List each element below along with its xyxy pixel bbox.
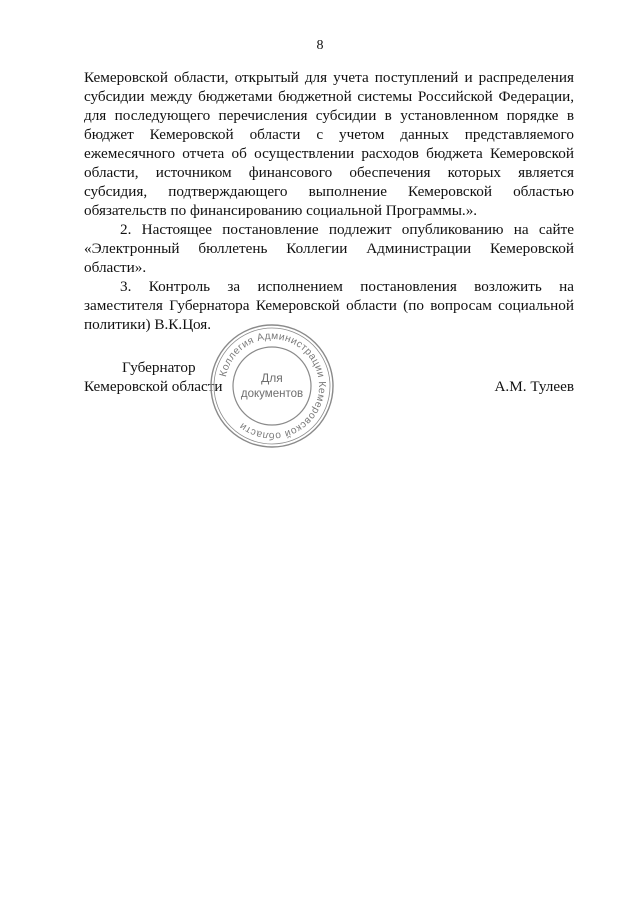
official-stamp-icon: [208, 322, 336, 450]
document-body: [84, 68, 574, 334]
paragraph-1: Кемеровской области, открытый для учета поступлений и распределения субсидии между бюджетами бюджетной системы Российской Федерации, для последующего перечисления субсидии в установленном порядке в бюджет Кемеровской области с учетом данных представляемого ежемесячного отчета об осуществлении расходов бюджета Кемеровской области, источником финансового обеспечения которых является субсидия, подтверждающего выполнение Кемеровской областью обязательств по финансированию социальной Программы.».: [84, 69, 574, 219]
stamp-center-line2: документов: [240, 388, 304, 400]
stamp-ring-text: Коллегия Администрации Кемеровской области: [217, 330, 328, 442]
paragraph-3: 3. Контроль за исполнением постановления возложить на заместителя Губернатора Кемеровской области (по вопросам социальной политики) В.К.Цоя.: [84, 278, 574, 333]
stamp-center-line1: Для: [261, 371, 283, 385]
signatory-title-line2: Кемеровской области: [84, 378, 223, 395]
signatory-title-line1: Губернатор: [122, 359, 196, 376]
signatory-name: А.М. Тулеев: [494, 378, 574, 395]
page-number: 8: [316, 38, 324, 53]
paragraph-2: 2. Настоящее постановление подлежит опубликованию на сайте «Электронный бюллетень Коллегии Администрации Кемеровской области».: [84, 221, 574, 276]
